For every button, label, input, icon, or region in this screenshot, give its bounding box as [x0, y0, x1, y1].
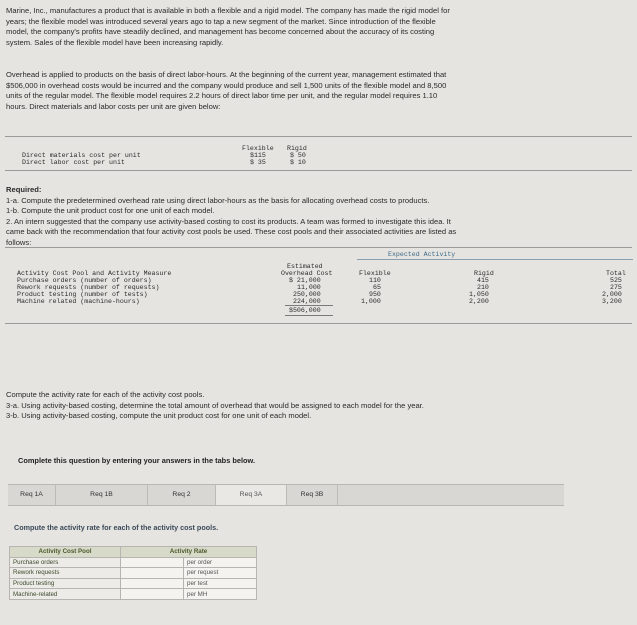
- answer-row-label: Rework requests: [10, 568, 121, 579]
- cost-value: $115: [250, 152, 266, 159]
- part3-section: [6, 390, 632, 422]
- rate-unit: per request: [184, 568, 257, 579]
- part3-line: 3-a. Using activity-based costing, determine the total amount of overhead that would be assigned to each model for the year.: [6, 400, 424, 410]
- answer-row: [10, 589, 257, 600]
- rate-input-purchase-orders[interactable]: [121, 557, 184, 568]
- cost-row-label: Direct materials cost per unit: [22, 152, 141, 159]
- pool-rigid: 2,200: [469, 298, 489, 305]
- cost-header-flexible: Flexible: [242, 145, 274, 152]
- cost-value: $ 50: [290, 152, 306, 159]
- rate-input-machine-related[interactable]: [121, 589, 184, 600]
- rate-input-product-testing[interactable]: [121, 578, 184, 589]
- col-overhead-cost: Overhead Cost: [281, 270, 333, 277]
- tab-req-3b[interactable]: Req 3B: [287, 485, 338, 505]
- part3-line: 3-b. Using activity-based costing, compute the unit product cost for one unit of each model.: [6, 411, 312, 421]
- pool-label: Product testing (number of tests): [17, 291, 148, 298]
- total-rule-double: [285, 315, 333, 316]
- total-rule: [285, 305, 333, 306]
- pool-flexible: 950: [369, 291, 381, 298]
- required-line: follows:: [6, 237, 32, 247]
- instruction-text: Complete this question by entering your answers in the tabs below.: [18, 456, 256, 465]
- required-section: [6, 185, 632, 249]
- total-overhead-cost: $506,000: [289, 307, 321, 314]
- cost-row-label: Direct labor cost per unit: [22, 159, 125, 166]
- pool-cost: 11,000: [297, 284, 321, 291]
- required-line: 1-a. Compute the predetermined overhead rate using direct labor-hours as the basis for allocating overhead costs to products.: [6, 195, 430, 205]
- tab-req-1a[interactable]: Req 1A: [8, 485, 56, 505]
- header-activity-rate: Activity Rate: [121, 547, 257, 558]
- section-divider: [5, 323, 632, 324]
- overhead-paragraph: [6, 70, 632, 112]
- tab-req-1b[interactable]: Req 1B: [56, 485, 148, 505]
- answer-row-label: Machine-related: [10, 589, 121, 600]
- intro-line: Marine, Inc., manufactures a product that is available in both a flexible and a rigid model. The company has made the rigid model for: [6, 6, 450, 15]
- col-flexible: Flexible: [359, 270, 391, 277]
- answer-row-label: Product testing: [10, 578, 121, 589]
- required-line: 1-b. Compute the unit product cost for one unit of each model.: [6, 206, 215, 216]
- intro-line: system. Sales of the flexible model have been increasing rapidly.: [6, 37, 224, 47]
- expected-activity-header: Expected Activity: [388, 251, 456, 258]
- pool-label: Purchase orders (number of orders): [17, 277, 152, 284]
- overhead-line: $506,000 in overhead costs would be incurred and the company would produce and sell 1,500 units of the flexible model and 8,500: [6, 80, 447, 90]
- required-line: 2. An intern suggested that the company use activity-based costing to cost its products. A team was formed to investigate this idea. It: [6, 216, 451, 226]
- section-divider: [5, 136, 632, 137]
- rate-unit: per MH: [184, 589, 257, 600]
- section-divider: [5, 170, 632, 171]
- pool-header: Activity Cost Pool and Activity Measure: [17, 270, 172, 277]
- rate-input-rework-requests[interactable]: [121, 568, 184, 579]
- answer-row: [10, 578, 257, 589]
- answer-row-label: Purchase orders: [10, 557, 121, 568]
- tab-bar: [8, 484, 564, 506]
- pool-total: 2,000: [602, 291, 622, 298]
- pool-total: 525: [610, 277, 622, 284]
- pool-total: 3,200: [602, 298, 622, 305]
- part3-line: Compute the activity rate for each of the activity cost pools.: [6, 390, 205, 399]
- cost-value: $ 35: [250, 159, 266, 166]
- pool-cost: 224,000: [293, 298, 321, 305]
- pool-cost: 250,000: [293, 291, 321, 298]
- section-divider: [5, 247, 632, 248]
- overhead-line: Overhead is applied to products on the basis of direct labor-hours. At the beginning of the current year, management estimated that: [6, 70, 447, 79]
- intro-line: model, the company's profits have steadily declined, and management has become concerned about the accuracy of its costing: [6, 27, 435, 37]
- tab-req-2[interactable]: Req 2: [148, 485, 216, 505]
- pool-total: 275: [610, 284, 622, 291]
- overhead-line: units of the regular model. The flexible model requires 2.2 hours of direct labor time per unit, and the regular model requires 1.10: [6, 91, 438, 101]
- answer-table-header: [10, 547, 257, 558]
- required-title: Required:: [6, 185, 42, 194]
- col-total: Total: [606, 270, 626, 277]
- answer-row: [10, 557, 257, 568]
- overhead-line: hours. Direct materials and labor costs per unit are given below:: [6, 101, 221, 111]
- cost-header-rigid: Rigid: [287, 145, 307, 152]
- header-rule: [357, 259, 633, 260]
- pool-label: Machine related (machine-hours): [17, 298, 140, 305]
- pool-flexible: 110: [369, 277, 381, 284]
- header-activity-cost-pool: Activity Cost Pool: [10, 547, 121, 558]
- answer-table: [9, 546, 257, 600]
- pool-flexible: 65: [373, 284, 381, 291]
- required-line: came back with the recommendation that four activity cost pools be used. These cost pools and their associated activities are listed as: [6, 227, 457, 237]
- tab-req-3a[interactable]: Req 3A: [216, 485, 287, 505]
- pool-flexible: 1,000: [361, 298, 381, 305]
- pool-rigid: 210: [477, 284, 489, 291]
- col-rigid: Rigid: [474, 270, 494, 277]
- rate-unit: per test: [184, 578, 257, 589]
- pool-rigid: 1,050: [469, 291, 489, 298]
- pool-label: Rework requests (number of requests): [17, 284, 160, 291]
- cost-value: $ 10: [290, 159, 306, 166]
- pool-cost: $ 21,000: [289, 277, 321, 284]
- intro-paragraph: [6, 6, 632, 48]
- pool-rigid: 415: [477, 277, 489, 284]
- rate-unit: per order: [184, 557, 257, 568]
- col-estimated: Estimated: [287, 263, 323, 270]
- intro-line: years; the flexible model was introduced several years ago to tap a new segment of the market. Since introduction of the flexible: [6, 16, 436, 26]
- question-prompt: Compute the activity rate for each of the activity cost pools.: [14, 523, 219, 532]
- answer-row: [10, 568, 257, 579]
